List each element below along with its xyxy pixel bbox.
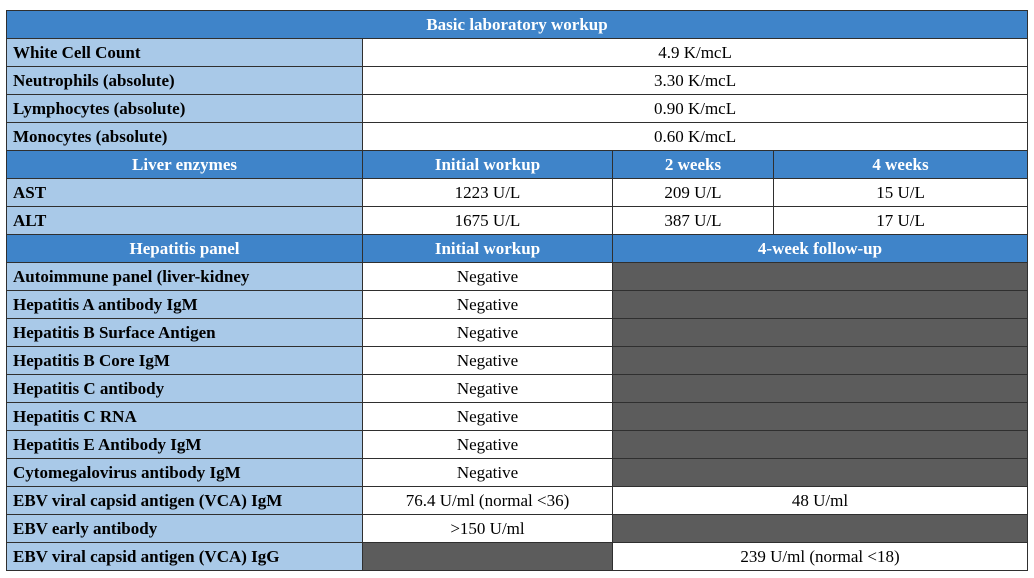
column-header: Initial workup [363,235,613,263]
empty-cell [613,291,1028,319]
followup-value: 239 U/ml (normal <18) [613,543,1028,571]
row-label: Hepatitis A antibody IgM [7,291,363,319]
table-row [7,179,1028,207]
row-label: Monocytes (absolute) [7,123,363,151]
row-label: Hepatitis C antibody [7,375,363,403]
table-row [7,39,1028,67]
row-label: AST [7,179,363,207]
row-value: 4.9 K/mcL [363,39,1028,67]
column-header: 4-week follow-up [613,235,1028,263]
table-row [7,375,1028,403]
empty-cell [613,347,1028,375]
followup-value: 48 U/ml [613,487,1028,515]
row-label: EBV early antibody [7,515,363,543]
empty-cell [613,263,1028,291]
row-label: Hepatitis B Surface Antigen [7,319,363,347]
row-label: EBV viral capsid antigen (VCA) IgM [7,487,363,515]
initial-value: Negative [363,319,613,347]
initial-value: 1223 U/L [363,179,613,207]
empty-cell [613,431,1028,459]
row-value: 0.90 K/mcL [363,95,1028,123]
empty-cell [613,375,1028,403]
row-label: Cytomegalovirus antibody IgM [7,459,363,487]
empty-cell [613,403,1028,431]
row-label: Hepatitis E Antibody IgM [7,431,363,459]
title-row [7,11,1028,39]
lab-results-table [6,10,1028,571]
table-row [7,123,1028,151]
empty-cell [363,543,613,571]
hepatitis-header-row [7,235,1028,263]
row-value: 0.60 K/mcL [363,123,1028,151]
row-label: Autoimmune panel (liver-kidney [7,263,363,291]
table-row [7,459,1028,487]
table-row [7,431,1028,459]
initial-value: Negative [363,403,613,431]
table-row [7,291,1028,319]
empty-cell [613,319,1028,347]
table-row [7,95,1028,123]
initial-value: Negative [363,263,613,291]
initial-value: >150 U/ml [363,515,613,543]
week2-value: 209 U/L [613,179,774,207]
row-label: ALT [7,207,363,235]
column-header: 4 weeks [774,151,1028,179]
row-label: Neutrophils (absolute) [7,67,363,95]
empty-cell [613,459,1028,487]
column-header: 2 weeks [613,151,774,179]
table-row [7,263,1028,291]
initial-value: Negative [363,347,613,375]
table-row [7,403,1028,431]
row-label: White Cell Count [7,39,363,67]
row-label: Hepatitis B Core IgM [7,347,363,375]
liver-header-row [7,151,1028,179]
initial-value: 76.4 U/ml (normal <36) [363,487,613,515]
column-header: Liver enzymes [7,151,363,179]
table-row [7,515,1028,543]
row-label: Lymphocytes (absolute) [7,95,363,123]
initial-value: 1675 U/L [363,207,613,235]
table-row [7,543,1028,571]
table-row [7,487,1028,515]
table-title: Basic laboratory workup [7,11,1028,39]
row-value: 3.30 K/mcL [363,67,1028,95]
table-row [7,207,1028,235]
week4-value: 17 U/L [774,207,1028,235]
initial-value: Negative [363,291,613,319]
empty-cell [613,515,1028,543]
week4-value: 15 U/L [774,179,1028,207]
column-header: Hepatitis panel [7,235,363,263]
table-row [7,319,1028,347]
table-row [7,347,1028,375]
row-label: Hepatitis C RNA [7,403,363,431]
row-label: EBV viral capsid antigen (VCA) IgG [7,543,363,571]
table-row [7,67,1028,95]
column-header: Initial workup [363,151,613,179]
initial-value: Negative [363,431,613,459]
initial-value: Negative [363,459,613,487]
initial-value: Negative [363,375,613,403]
week2-value: 387 U/L [613,207,774,235]
